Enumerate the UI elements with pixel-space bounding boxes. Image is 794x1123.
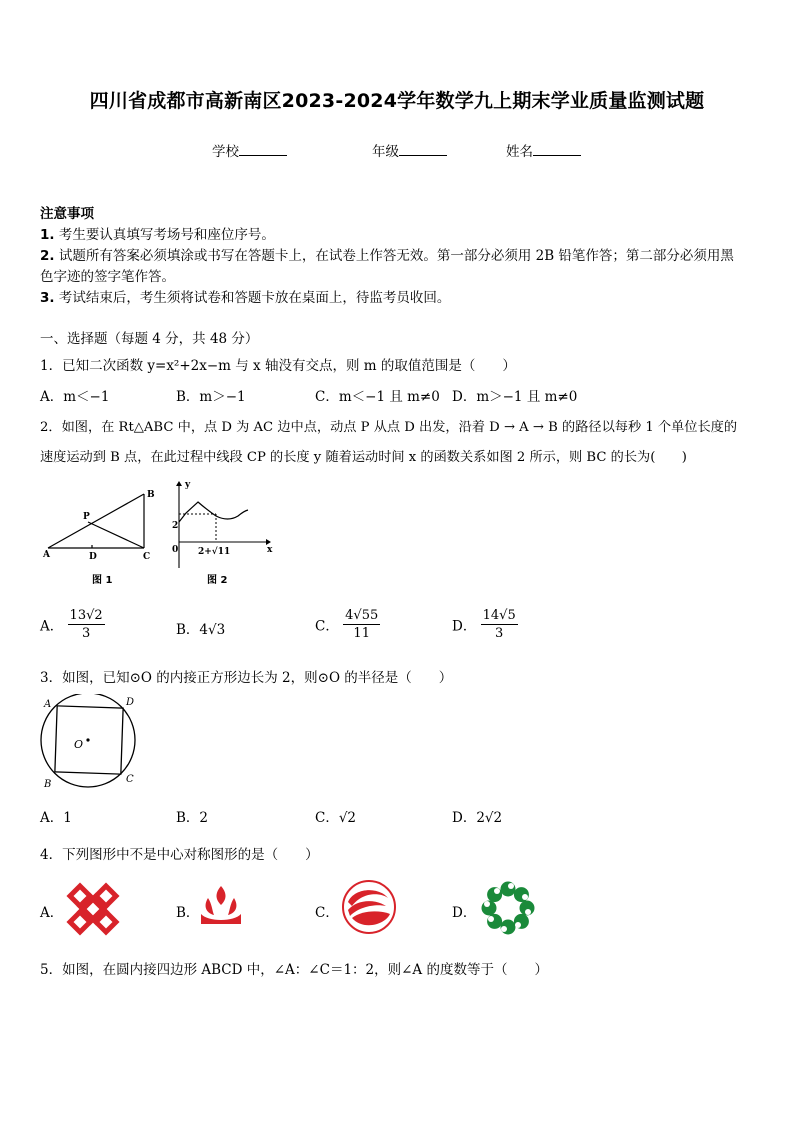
flame-logo-icon: [198, 884, 244, 930]
label-d: D: [126, 697, 135, 708]
question-2-stem-line1: 2．如图，在 Rt△ABC 中，点 D 为 AC 边中点，动点 P 从点 D 出发，沿着 D → A → B 的路径以每秒 1 个单位长度的: [40, 420, 738, 435]
school-blank: [239, 143, 287, 156]
fig2-caption: 图 2: [207, 575, 228, 586]
notice-item: 2. 试题所有答案必须填涂或书写在答题卡上，在试卷上作答无效。第一部分必须用 2B 铅笔作答；第二部分必须用黑: [40, 248, 734, 264]
x-tick-label: 2+√11: [198, 547, 231, 557]
grade-field: [372, 140, 447, 160]
q2-option-c: C． $\frac{4√55}{11}$: [315, 608, 379, 641]
origin-label: 0: [172, 545, 179, 555]
label-b: B: [147, 490, 155, 500]
label-b: B: [44, 779, 52, 790]
q3-option-d: D．2√2: [452, 810, 503, 826]
q2-option-d: D． $\frac{14√5}{3}$: [452, 608, 516, 641]
name-field: [506, 140, 581, 160]
y-tick-label: 2: [172, 521, 179, 531]
label-p: P: [83, 512, 90, 522]
name-label: 姓名: [506, 144, 533, 160]
section-heading: 一、选择题（每题 4 分，共 48 分）: [40, 331, 259, 347]
label-d: D: [89, 552, 97, 562]
question-4-stem: 4．下列图形中不是中心对称图形的是（ ）: [40, 847, 319, 863]
question-5-stem: 5．如图，在圆内接四边形 ABCD 中，∠A：∠C＝1：2，则∠A 的度数等于（ ）: [40, 962, 548, 978]
q1-option-c: C．m＜−1 且 m≠0: [315, 389, 440, 405]
q1-option-a: A．m＜−1: [40, 389, 110, 405]
notice-item: 3. 考试结束后，考生须将试卷和答题卡放在桌面上，待监考员收回。: [40, 290, 451, 306]
q4-option-d-label: D．: [452, 905, 477, 921]
notice-heading: 注意事项: [40, 206, 94, 222]
q4-option-a-label: A．: [40, 905, 64, 921]
label-c: C: [143, 552, 151, 562]
q3-option-a: A．1: [40, 810, 72, 826]
q2-option-b: B．4√3: [176, 622, 226, 638]
name-blank: [533, 143, 581, 156]
school-field: [212, 140, 287, 160]
q2-option-a: A． $\frac{13√2}{3}$: [40, 608, 103, 641]
fig1-caption: 图 1: [92, 575, 113, 586]
label-o: O: [74, 738, 84, 751]
y-axis-label: y: [185, 480, 191, 490]
knot-logo-icon: [64, 880, 122, 938]
label-a: A: [43, 550, 50, 560]
notice-item: 色字迹的签字笔作答。: [40, 269, 175, 285]
q3-figure: [36, 694, 140, 792]
school-label: 学校: [212, 144, 239, 160]
grade-blank: [399, 143, 447, 156]
q1-option-b: B．m＞−1: [176, 389, 246, 405]
swirl-logo-icon: [340, 878, 398, 936]
question-1-stem: 1．已知二次函数 y=x²+2x−m 与 x 轴没有交点，则 m 的取值范围是（ ）: [40, 358, 516, 374]
q2-figure-2: [168, 478, 274, 568]
x-axis-label: x: [267, 545, 273, 555]
label-c: C: [126, 774, 134, 785]
q4-option-c-label: C．: [315, 905, 339, 921]
grade-label: 年级: [372, 144, 399, 160]
question-3-stem: 3．如图，已知⊙O 的内接正方形边长为 2，则⊙O 的半径是（ ）: [40, 670, 453, 686]
page-title: 四川省成都市高新南区2023-2024学年数学九上期末学业质量监测试题: [89, 90, 705, 112]
label-a: A: [44, 699, 52, 710]
q4-option-b-label: B．: [176, 905, 200, 921]
q3-option-b: B．2: [176, 810, 209, 826]
flower-logo-icon: [480, 880, 536, 936]
q1-option-d: D．m＞−1 且 m≠0: [452, 389, 578, 405]
q3-option-c: C．√2: [315, 810, 357, 826]
question-2-stem-line2: 速度运动到 B 点，在此过程中线段 CP 的长度 y 随着运动时间 x 的函数关系如图 2 所示，则 BC 的长为( ): [40, 450, 687, 465]
notice-item: 1. 考生要认真填写考场号和座位序号。: [40, 227, 275, 243]
q2-figure-1: [40, 484, 160, 584]
